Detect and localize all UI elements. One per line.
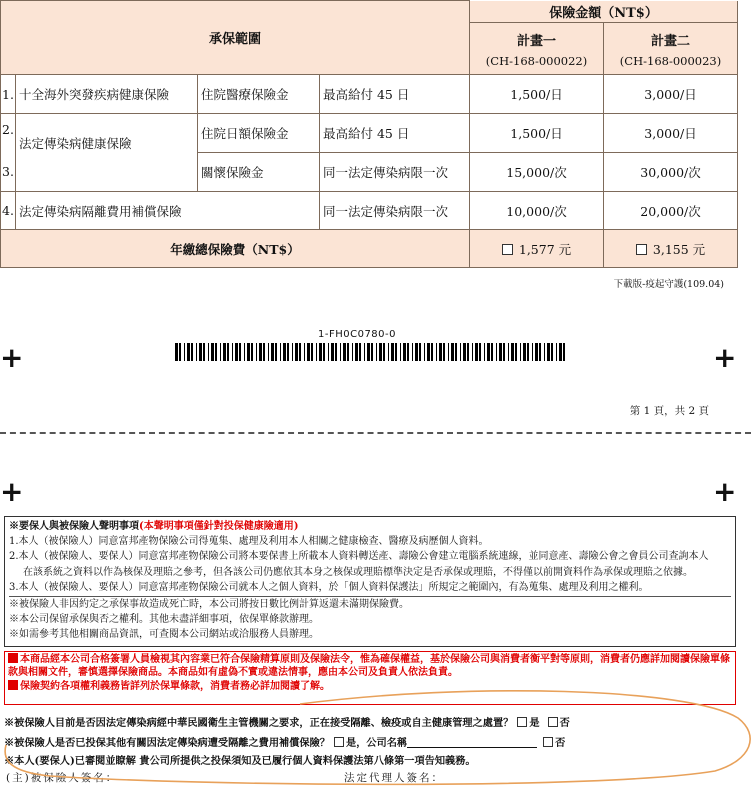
q2-yes-checkbox[interactable] bbox=[334, 737, 344, 747]
barcode-bar bbox=[359, 343, 361, 361]
barcode-bar bbox=[559, 343, 562, 361]
barcode-bar bbox=[424, 343, 425, 361]
barcode-bar bbox=[235, 343, 238, 361]
barcode-bar bbox=[383, 343, 385, 361]
question-other-insurance-text: ※被保險人是否已投保其他有關因法定傳染病遭受隔離之費用補償保險？ bbox=[4, 737, 330, 749]
q1-no-checkbox[interactable] bbox=[548, 717, 558, 727]
barcode-bar bbox=[556, 343, 557, 361]
barcode-bar bbox=[400, 343, 401, 361]
plan1-checkbox[interactable] bbox=[502, 244, 513, 255]
barcode-bar bbox=[319, 343, 322, 361]
barcode-bar bbox=[251, 343, 253, 361]
agent-signature-label: 法定代理人簽名： bbox=[344, 772, 444, 784]
insurance-name: 十全海外突發疾病健康保險 bbox=[16, 75, 198, 114]
barcode-bar bbox=[511, 343, 514, 361]
barcode-bar bbox=[271, 343, 274, 361]
coverage-table bbox=[0, 0, 738, 268]
crosshair-mark-icon: + bbox=[713, 341, 737, 374]
barcode-bar bbox=[532, 343, 533, 361]
barcode-bar bbox=[388, 343, 389, 361]
barcode-bar bbox=[496, 343, 497, 361]
barcode-bar bbox=[427, 343, 430, 361]
barcode-bar bbox=[347, 343, 349, 361]
barcode-bar bbox=[467, 343, 469, 361]
page-number: 第 1 頁，共 2 頁 bbox=[629, 405, 709, 417]
barcode-bar bbox=[191, 343, 193, 361]
barcode-bar bbox=[535, 343, 538, 361]
barcode-bar bbox=[472, 343, 473, 361]
total-plan2-value: 3,155 元 bbox=[652, 241, 706, 257]
plan1-header bbox=[470, 23, 604, 75]
barcode-bar bbox=[220, 343, 221, 361]
barcode-bar bbox=[275, 343, 277, 361]
barcode-bar bbox=[391, 343, 394, 361]
row-number: 3. bbox=[1, 153, 16, 192]
barcode-bar bbox=[184, 343, 185, 361]
coverage-name: 住院醫療保險金 bbox=[198, 75, 320, 114]
barcode-bar bbox=[431, 343, 433, 361]
barcode-bar bbox=[292, 343, 293, 361]
barcode-bar bbox=[407, 343, 409, 361]
question-quarantine bbox=[4, 714, 570, 729]
plan1-value: 10,000/次 bbox=[470, 192, 604, 230]
barcode-bar bbox=[508, 343, 509, 361]
barcode-bar bbox=[199, 343, 202, 361]
table-row bbox=[1, 75, 738, 114]
barcode-bar bbox=[244, 343, 245, 361]
barcode-bar bbox=[395, 343, 397, 361]
q2-no-checkbox[interactable] bbox=[543, 737, 553, 747]
total-label: 年繳總保險費（NT$） bbox=[1, 230, 470, 268]
barcode-bar bbox=[304, 343, 305, 361]
barcode-bar bbox=[491, 343, 493, 361]
plan2-value: 3,000/日 bbox=[604, 75, 738, 114]
q2-yes-label: 是 bbox=[346, 737, 357, 749]
total-plan1-value: 1,577 元 bbox=[518, 241, 572, 257]
barcode-bar bbox=[316, 343, 317, 361]
question-quarantine-text: ※被保險人目前是否因法定傳染病經中華民國衛生主管機關之要求，正在接受隔離、檢疫或自主健康管理之處置？ bbox=[4, 717, 514, 729]
barcode-bar bbox=[268, 343, 269, 361]
barcode-bar bbox=[340, 343, 341, 361]
warning-text-2: 保險契約各項權利義務皆詳列於保單條款，消費者務必詳加閱讀了解。 bbox=[20, 680, 330, 692]
barcode-bar bbox=[256, 343, 257, 361]
barcode-bar bbox=[547, 343, 550, 361]
barcode-bar bbox=[436, 343, 437, 361]
barcode-bar bbox=[331, 343, 334, 361]
barcode-bar bbox=[227, 343, 229, 361]
q1-yes-label: 是 bbox=[529, 717, 540, 729]
declaration-note: ※本公司保留承保與否之權利。其他未盡詳細事項，依保單條款辦理。 bbox=[9, 614, 319, 626]
coverage-name: 住院日額保險金 bbox=[198, 114, 320, 153]
q2-company-label: ，公司名稱 bbox=[356, 737, 408, 749]
page-divider bbox=[0, 432, 751, 434]
declaration-line: 3.本人（被保險人、要保人）同意富邦產物保險公司就本人之個人資料，於「個人資料保護法」所規定之範圍內，有為蒐集、處理及利用之權利。 bbox=[9, 580, 731, 597]
barcode-bar bbox=[335, 343, 337, 361]
barcode-bar bbox=[563, 343, 565, 361]
coverage-condition: 同一法定傳染病限一次 bbox=[320, 192, 470, 230]
red-square-icon bbox=[8, 653, 18, 663]
barcode-bar bbox=[443, 343, 445, 361]
plan1-value: 1,500/日 bbox=[470, 114, 604, 153]
plan2-checkbox[interactable] bbox=[636, 244, 647, 255]
plan2-value: 3,000/日 bbox=[604, 114, 738, 153]
barcode-bar bbox=[455, 343, 457, 361]
barcode-bar bbox=[263, 343, 265, 361]
barcode-bar bbox=[211, 343, 214, 361]
q2-no-label: 否 bbox=[555, 737, 566, 749]
barcode-bar bbox=[215, 343, 217, 361]
barcode-bar bbox=[187, 343, 190, 361]
barcode-bar bbox=[208, 343, 209, 361]
barcode-bar bbox=[475, 343, 478, 361]
plan2-code: (CH-168-000023) bbox=[619, 53, 722, 68]
insured-signature-label: (主)被保險人簽名： bbox=[6, 772, 119, 784]
warning-line bbox=[8, 680, 732, 694]
plan2-name: 計畫二 bbox=[651, 33, 691, 49]
barcode-bar bbox=[527, 343, 529, 361]
declaration-box bbox=[4, 516, 736, 647]
barcode bbox=[175, 343, 570, 361]
barcode-bar bbox=[379, 343, 382, 361]
table-row bbox=[1, 192, 738, 230]
barcode-bar bbox=[451, 343, 454, 361]
barcode-bar bbox=[367, 343, 370, 361]
barcode-bar bbox=[364, 343, 365, 361]
insurance-name: 法定傳染病健康保險 bbox=[16, 114, 198, 192]
barcode-bar bbox=[239, 343, 241, 361]
coverage-condition: 最高給付 45 日 bbox=[320, 114, 470, 153]
barcode-bar bbox=[307, 343, 310, 361]
barcode-bar bbox=[355, 343, 358, 361]
barcode-bar bbox=[403, 343, 406, 361]
barcode-bar bbox=[515, 343, 517, 361]
barcode-bar bbox=[487, 343, 490, 361]
row-number: 4. bbox=[1, 192, 16, 230]
barcode-bar bbox=[179, 343, 181, 361]
declaration-note: ※如需參考其他相關商品資訊，可查閱本公司網站或洽服務人員辦理。 bbox=[9, 629, 319, 641]
crosshair-mark-icon: + bbox=[0, 475, 24, 508]
barcode-bar bbox=[203, 343, 205, 361]
coverage-condition: 最高給付 45 日 bbox=[320, 75, 470, 114]
total-row bbox=[1, 230, 738, 268]
q1-no-label: 否 bbox=[559, 717, 570, 729]
barcode-bar bbox=[479, 343, 481, 361]
declaration-title-text: ※要保人與被保險人聲明事項 bbox=[9, 521, 139, 532]
barcode-bar bbox=[295, 343, 298, 361]
barcode-bar bbox=[539, 343, 541, 361]
barcode-bar bbox=[460, 343, 461, 361]
barcode-bar bbox=[280, 343, 281, 361]
barcode-bar bbox=[376, 343, 377, 361]
scope-header: 承保範圍 bbox=[1, 1, 470, 75]
barcode-bar bbox=[463, 343, 466, 361]
coverage-name: 關懷保險金 bbox=[198, 153, 320, 192]
plan1-value: 15,000/次 bbox=[470, 153, 604, 192]
barcode-bar bbox=[328, 343, 329, 361]
barcode-bar bbox=[371, 343, 373, 361]
barcode-bar bbox=[323, 343, 325, 361]
barcode-bar bbox=[415, 343, 418, 361]
barcode-bar bbox=[439, 343, 442, 361]
barcode-bar bbox=[299, 343, 301, 361]
barcode-bar bbox=[499, 343, 502, 361]
table-row bbox=[1, 114, 738, 153]
coverage-condition: 同一法定傳染病限一次 bbox=[320, 153, 470, 192]
barcode-bar bbox=[544, 343, 545, 361]
declaration-title-note: (本聲明事項僅針對投保健康險適用) bbox=[139, 521, 299, 532]
declaration-line: 2.本人（被保險人、要保人）同意富邦產物保險公司將本要保書上所載本人資料轉送產、壽險公會建立電腦系統連線，並同意產、壽險公會之會員公司查詢本人 bbox=[9, 551, 709, 563]
barcode-number: 1-FH0C0780-0 bbox=[318, 329, 397, 340]
row-number: 2. bbox=[1, 114, 16, 153]
barcode-bar bbox=[484, 343, 485, 361]
plan1-code: (CH-168-000022) bbox=[485, 53, 588, 68]
plan1-value: 1,500/日 bbox=[470, 75, 604, 114]
row-number: 1. bbox=[1, 75, 16, 114]
total-plan1 bbox=[470, 230, 604, 268]
warning-box bbox=[4, 651, 736, 705]
amount-header: 保險金額（NT$） bbox=[470, 1, 738, 23]
declaration-title bbox=[9, 519, 731, 534]
barcode-bar bbox=[448, 343, 449, 361]
barcode-bar bbox=[551, 343, 553, 361]
crosshair-mark-icon: + bbox=[0, 341, 24, 374]
barcode-bar bbox=[419, 343, 421, 361]
red-square-icon bbox=[8, 680, 18, 690]
barcode-bar bbox=[247, 343, 250, 361]
plan2-header bbox=[604, 23, 738, 75]
barcode-bar bbox=[523, 343, 526, 361]
barcode-bar bbox=[343, 343, 346, 361]
barcode-bar bbox=[311, 343, 313, 361]
total-plan2 bbox=[604, 230, 738, 268]
plan2-value: 20,000/次 bbox=[604, 192, 738, 230]
warning-text-1: 本商品經本公司合格簽署人員檢視其內容業已符合保險精算原則及保險法令，惟為確保權益，基於保險公司與消費者衡平對等原則，消費者仍應詳加閱讀保險單條款與相關文件，審慎選擇保險商品。本商品如有虛偽不實或違法情事，應由本公司及負責人依法負責。 bbox=[8, 654, 730, 678]
barcode-bar bbox=[287, 343, 289, 361]
barcode-bar bbox=[259, 343, 262, 361]
question-other-insurance bbox=[4, 734, 565, 749]
consent-statement: ※本人(要保人)已審閱並瞭解 貴公司所提供之投保須知及已履行個人資料保護法第八條第一項告知義務。 bbox=[4, 755, 476, 767]
barcode-bar bbox=[232, 343, 233, 361]
barcode-bar bbox=[196, 343, 197, 361]
version-note: 下載版-疫起守護(109.04) bbox=[613, 279, 724, 290]
declaration-line: 在該系統之資料以作為核保及理賠之參考，但各該公司仍應依其本身之核保或理賠標準決定是否承保或理賠，不得僅以前開資料作為承保或理賠之依據。 bbox=[23, 566, 693, 578]
q1-yes-checkbox[interactable] bbox=[517, 717, 527, 727]
barcode-bar bbox=[503, 343, 505, 361]
declaration-note: ※被保險人非因約定之承保事故造成死亡時，本公司將按日數比例計算返還未滿期保險費。 bbox=[9, 599, 409, 611]
barcode-bar bbox=[175, 343, 178, 361]
barcode-bar bbox=[520, 343, 521, 361]
insurance-name: 法定傳染病隔離費用補償保險 bbox=[16, 192, 320, 230]
barcode-bar bbox=[352, 343, 353, 361]
plan1-name: 計畫一 bbox=[517, 33, 557, 49]
crosshair-mark-icon: + bbox=[713, 475, 737, 508]
company-name-field[interactable] bbox=[407, 737, 537, 748]
declaration-line: 1.本人（被保險人）同意富邦產物保險公司得蒐集、處理及利用本人相關之健康檢查、醫療及病歷個人資料。 bbox=[9, 536, 489, 548]
barcode-bar bbox=[283, 343, 286, 361]
barcode-bar bbox=[223, 343, 226, 361]
barcode-bar bbox=[412, 343, 413, 361]
warning-line bbox=[8, 653, 732, 680]
plan2-value: 30,000/次 bbox=[604, 153, 738, 192]
